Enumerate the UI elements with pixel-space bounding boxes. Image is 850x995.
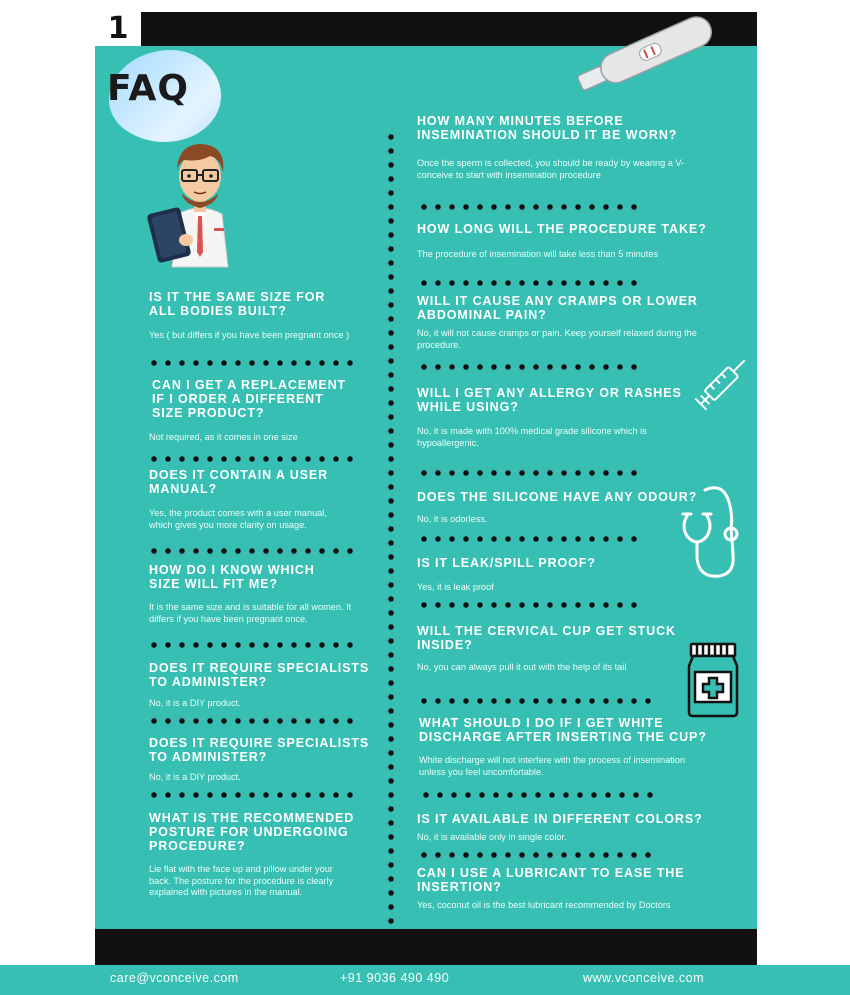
faq-question: WHAT IS THE RECOMMENDED POSTURE FOR UNDERGOING PROCEDURE? — [149, 811, 355, 853]
faq-answer: Yes, the product comes with a user manual, which gives you more clarity on usage. — [149, 508, 327, 530]
page-number: 1 — [95, 12, 141, 46]
faq-question: DOES IT CONTAIN A USER MANUAL? — [149, 468, 329, 496]
faq-separator — [417, 204, 643, 210]
faq-answer: No, it is available only in single color. — [417, 832, 567, 842]
pregnancy-test-icon — [565, 12, 725, 102]
faq-answer: White discharge will not interfere with the process of insemination unless you feel uncomfortable. — [419, 755, 686, 777]
faq-question: WHAT SHOULD I DO IF I GET WHITE DISCHARGE AFTER INSERTING THE CUP? — [419, 716, 707, 744]
footer-email: care@vconceive.com — [110, 971, 239, 985]
faq-question: WILL THE CERVICAL CUP GET STUCK INSIDE? — [417, 624, 676, 652]
contact-footer — [0, 965, 850, 995]
faq-question: IS IT LEAK/SPILL PROOF? — [417, 556, 596, 570]
faq-separator — [417, 536, 643, 542]
faq-poster — [95, 12, 757, 967]
faq-answer: Not required, as it comes in one size — [149, 432, 298, 442]
faq-separator — [417, 698, 653, 704]
faq-question: DOES IT REQUIRE SPECIALISTS TO ADMINISTER? — [149, 736, 370, 764]
faq-heading: FAQ — [107, 68, 189, 109]
faq-separator — [417, 280, 643, 286]
faq-question: HOW LONG WILL THE PROCEDURE TAKE? — [417, 222, 707, 236]
faq-separator — [147, 718, 359, 724]
faq-separator — [147, 456, 359, 462]
footer-website: www.vconceive.com — [583, 971, 705, 985]
faq-question: CAN I USE A LUBRICANT TO EASE THE INSERTION? — [417, 866, 685, 894]
footer-phone: +91 9036 490 490 — [340, 971, 450, 985]
faq-answer: Yes, it is leak proof — [417, 582, 494, 592]
bottom-bar — [95, 929, 757, 967]
faq-answer: The procedure of insemination will take less than 5 minutes — [417, 249, 659, 259]
faq-separator — [417, 470, 643, 476]
faq-separator — [147, 792, 359, 798]
faq-answer: No, it will not cause cramps or pain. Keep yourself relaxed during the procedure. — [417, 328, 697, 350]
faq-answer: No, you can always pull it out with the help of its tail — [417, 662, 627, 672]
faq-answer: No, it is odorless. — [417, 514, 488, 524]
faq-question: CAN I GET A REPLACEMENT IF I ORDER A DIFFERENT SIZE PRODUCT? — [152, 378, 347, 420]
faq-separator — [417, 364, 643, 370]
faq-separator — [147, 548, 359, 554]
faq-separator — [419, 792, 653, 798]
faq-answer: No, it is a DIY product. — [149, 698, 241, 708]
faq-answer: It is the same size and is suitable for all women. It differs if you have been pregnant once. — [149, 602, 352, 624]
faq-question: HOW MANY MINUTES BEFORE INSEMINATION SHOULD IT BE WORN? — [417, 114, 678, 142]
faq-separator — [417, 852, 651, 858]
faq-question: DOES IT REQUIRE SPECIALISTS TO ADMINISTER? — [149, 661, 370, 689]
faq-separator — [147, 360, 359, 366]
faq-answer: Yes, coconut oil is the best lubricant recommended by Doctors — [417, 900, 671, 910]
faq-question: WILL I GET ANY ALLERGY OR RASHES WHILE USING? — [417, 386, 682, 414]
faq-answer: Lie flat with the face up and pillow under your back. The posture for the procedure is clearly explained with pictures in the manual. — [149, 864, 334, 897]
faq-question: HOW DO I KNOW WHICH SIZE WILL FIT ME? — [149, 563, 315, 591]
faq-answer: Yes ( but differs if you have been pregnant once ) — [149, 330, 350, 340]
faq-separator — [417, 602, 643, 608]
column-divider — [388, 130, 394, 928]
faq-answer: Once the sperm is collected, you should be ready by wearing a V-conceive to start with insemination procedure — [417, 158, 685, 180]
faq-question: WILL IT CAUSE ANY CRAMPS OR LOWER ABDOMINAL PAIN? — [417, 294, 698, 322]
doctor-illustration — [150, 132, 250, 267]
medicine-bottle-icon — [685, 640, 755, 720]
faq-separator — [147, 642, 359, 648]
faq-answer: No, it is a DIY product. — [149, 772, 241, 782]
faq-question: IS IT AVAILABLE IN DIFFERENT COLORS? — [417, 812, 703, 826]
faq-answer: No, it is made with 100% medical grade silicone which is hypoallergenic. — [417, 426, 647, 448]
faq-question: DOES THE SILICONE HAVE ANY ODOUR? — [417, 490, 698, 504]
faq-question: IS IT THE SAME SIZE FOR ALL BODIES BUILT? — [149, 290, 326, 318]
